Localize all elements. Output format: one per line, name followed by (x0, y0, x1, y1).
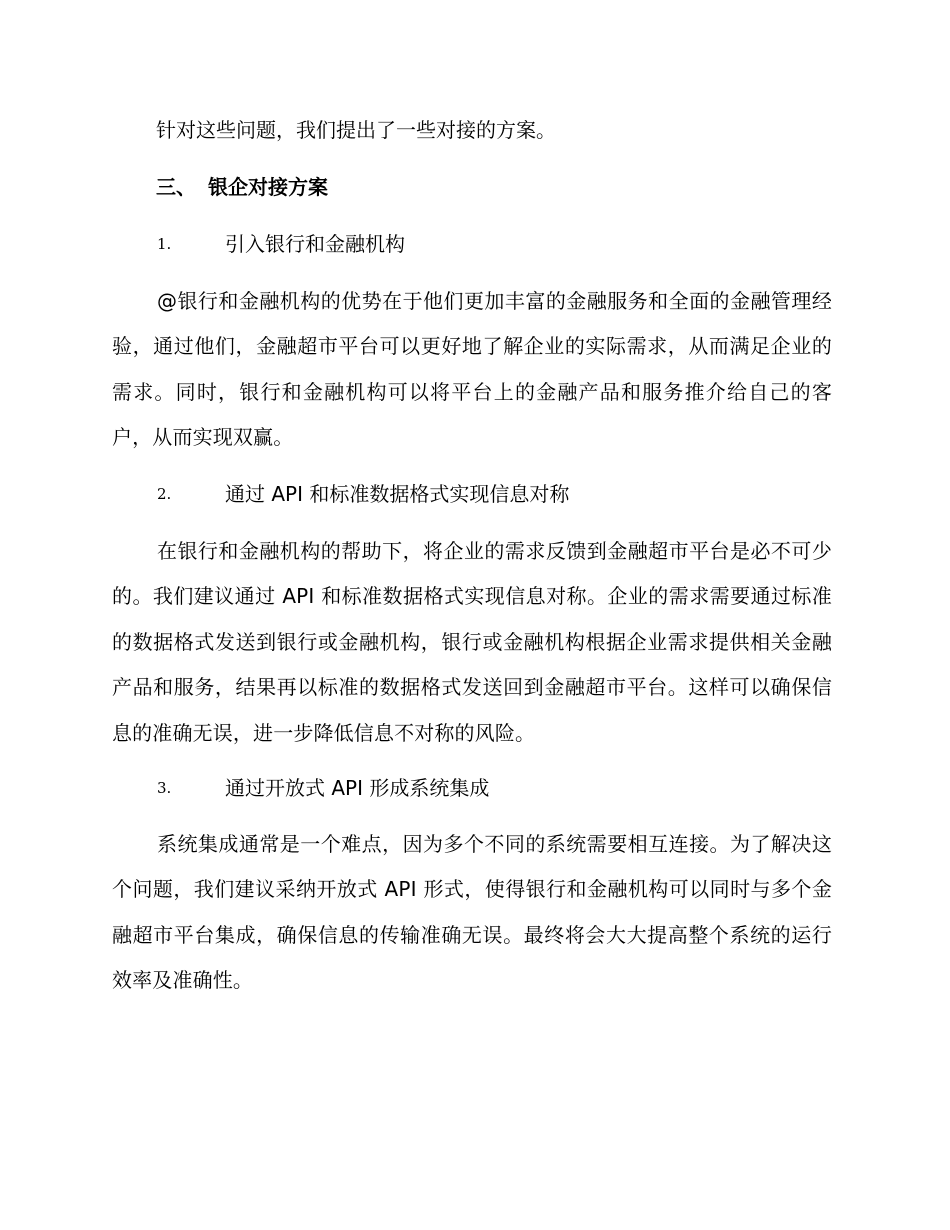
list-item-heading-1 (157, 232, 405, 256)
intro-text: 针对这些问题，我们提出了一些对接的方案。 (156, 118, 556, 142)
list-item-number: 2. (157, 485, 172, 503)
list-item-number: 3. (157, 779, 172, 797)
list-item-heading-3 (157, 776, 489, 800)
list-item-title: 引入银行和金融机构 (225, 232, 405, 256)
paragraph-3: 系统集成通常是一个难点，因为多个不同的系统需要相互连接。为了解决这个问题，我们建议采纳开放式 API 形式，使得银行和金融机构可以同时与多个金融超市平台集成，确保信息的传输准确无误。最终将会大大提高整个系统的运行效率及准确性。 (112, 832, 832, 993)
paragraph-2: 在银行和金融机构的帮助下，将企业的需求反馈到金融超市平台是必不可少的。我们建议通过 API 和标准数据格式实现信息对称。企业的需求需要通过标准的数据格式发送到银行或金融机构，银行或金融机构根据企业需求提供相关金融产品和服务，结果再以标准的数据格式发送回到金融超市平台。这样可以确保信息的准确无误，进一步降低信息不对称的风险。 (112, 539, 832, 745)
list-item-title: 通过 API 和标准数据格式实现信息对称 (225, 482, 570, 506)
section-title: 银企对接方案 (208, 175, 328, 199)
paragraph-1: @银行和金融机构的优势在于他们更加丰富的金融服务和全面的金融管理经验，通过他们，金融超市平台可以更好地了解企业的实际需求，从而满足企业的需求。同时，银行和金融机构可以将平台上的金融产品和服务推介给自己的客户，从而实现双赢。 (112, 289, 832, 450)
section-heading (156, 175, 328, 199)
list-item-heading-2 (157, 482, 569, 506)
list-item-title: 通过开放式 API 形成系统集成 (225, 776, 490, 800)
list-item-number: 1. (157, 235, 172, 253)
section-number: 三、 (156, 175, 196, 199)
